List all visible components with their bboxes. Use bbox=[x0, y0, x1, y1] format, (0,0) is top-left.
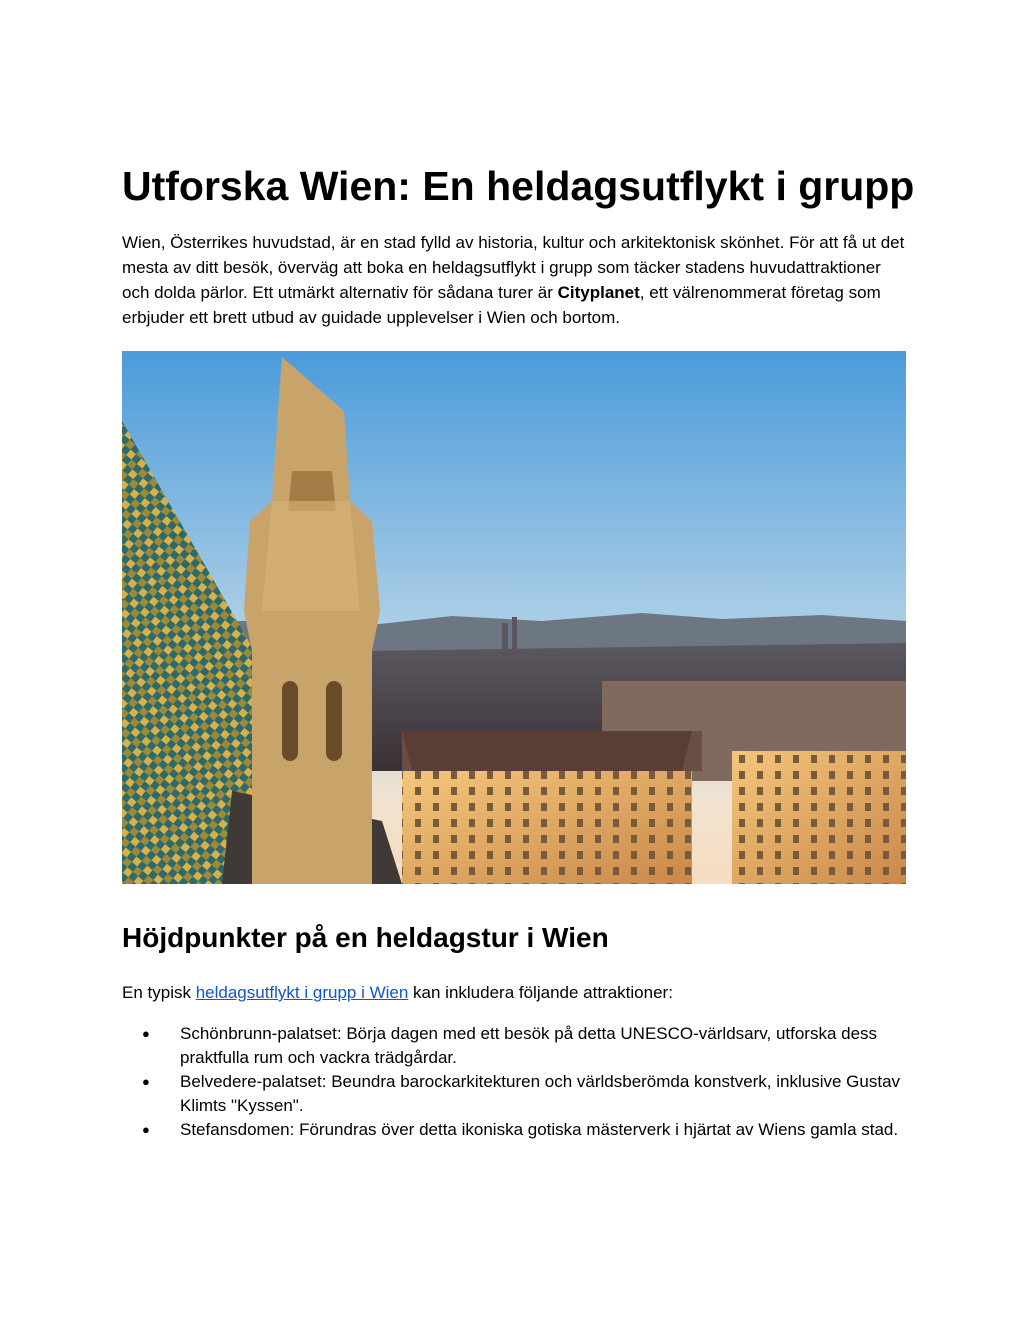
section-heading: Höjdpunkter på en heldagstur i Wien bbox=[122, 922, 609, 953]
intro-text-start: Wien, Österrikes huvudstad, är en stad fylld av historia, kultur och arkitektonisk skönhet. För att få ut det mesta av ditt besök, överväg att boka en heldagsutflykt i grupp som täcker stadens huvudattraktioner och dolda pärlor. Ett utmärkt alternativ för sådana turer är bbox=[122, 233, 905, 302]
list-item-text: Stefansdomen: Förundras över detta ikoniska gotiska mästerverk i hjärtat av Wiens gamla stad. bbox=[180, 1120, 899, 1139]
bullet-icon: ● bbox=[142, 1074, 150, 1089]
bullet-icon: ● bbox=[142, 1122, 150, 1137]
lead-text-start: En typisk bbox=[122, 983, 196, 1002]
highlights-lead bbox=[122, 980, 673, 1005]
page-title: Utforska Wien: En heldagsutflykt i grupp bbox=[122, 163, 915, 209]
vienna-skyline-photo bbox=[122, 351, 906, 884]
group-tour-link[interactable]: heldagsutflykt i grupp i Wien bbox=[195, 983, 409, 1002]
list-item-text: Belvedere-palatset: Beundra barockarkitekturen och världsberömda konstverk, inklusive Gustav Klimts "Kyssen". bbox=[180, 1072, 901, 1115]
intro-paragraph bbox=[122, 230, 906, 330]
list-item bbox=[122, 1118, 906, 1142]
highlights-list bbox=[122, 1022, 906, 1142]
lead-text-end: kan inkludera följande attraktioner: bbox=[408, 983, 673, 1002]
intro-text-end: , ett välrenommerat företag som erbjuder ett brett utbud av guidade upplevelser i Wien och bortom. bbox=[122, 283, 881, 327]
list-item bbox=[122, 1070, 906, 1118]
bullet-icon: ● bbox=[142, 1026, 150, 1041]
company-name: Cityplanet bbox=[557, 283, 640, 302]
list-item bbox=[122, 1022, 906, 1070]
list-item-text: Schönbrunn-palatset: Börja dagen med ett besök på detta UNESCO-världsarv, utforska dess praktfulla rum och vackra trädgårdar. bbox=[180, 1024, 878, 1067]
